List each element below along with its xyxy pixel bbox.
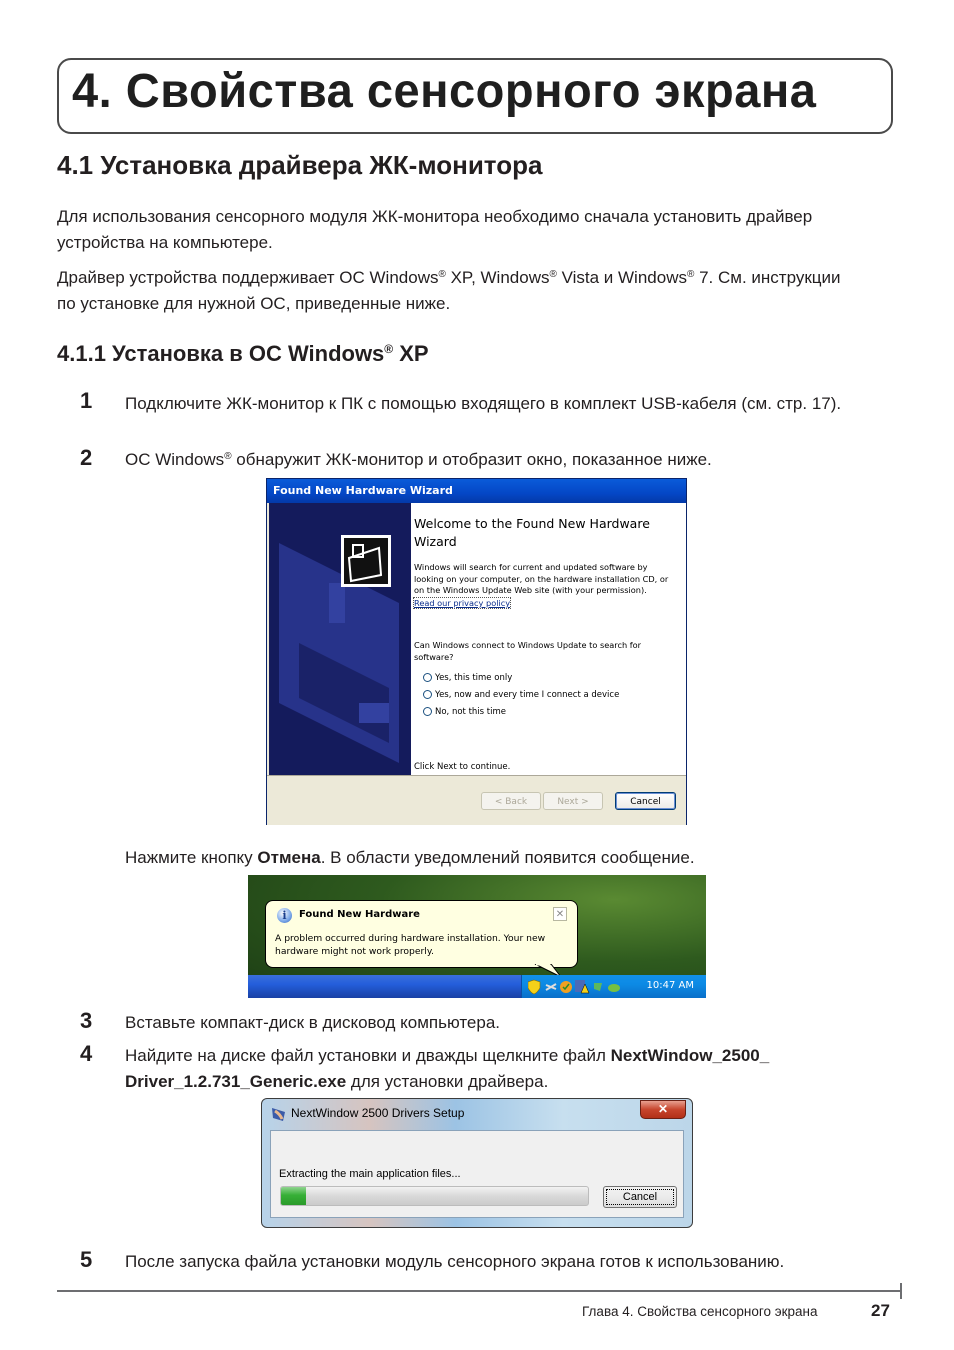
registered-mark: ®	[384, 342, 394, 356]
security-shield-icon	[528, 980, 540, 994]
extraction-progress-bar	[280, 1186, 589, 1206]
radio-label: Yes, now and every time I connect a device	[435, 690, 620, 700]
installer-filename: NextWindow_2500_ Driver_1.2.731_Generic.exe	[125, 1046, 770, 1091]
step-text: Подключите ЖК-монитор к ПК с помощью входящего в комплект USB-кабеля (см. стр. 17).	[125, 394, 842, 413]
cancel-button[interactable]: Cancel	[615, 792, 676, 810]
setup-cancel-button[interactable]: Cancel	[603, 1186, 677, 1208]
balloon-message: A problem occurred during hardware installation. Your new hardware might not work properly.	[275, 933, 546, 957]
wizard-titlebar: Found New Hardware Wizard	[267, 479, 686, 503]
step-text	[125, 1043, 865, 1095]
close-button[interactable]: ✕	[640, 1100, 686, 1119]
progress-fill	[281, 1187, 306, 1205]
step-number: 4	[80, 1041, 93, 1066]
footer-chapter-label: Глава 4. Свойства сенсорного экрана	[582, 1304, 818, 1319]
balloon-close-button[interactable]: ✕	[553, 907, 567, 921]
wizard-description: Windows will search for current and updated software by looking on your computer, on the hardware installation CD, or on the Windows Update Web site (with your permission).	[414, 562, 669, 595]
step-number: 5	[80, 1247, 93, 1272]
found-new-hardware-wizard	[266, 478, 687, 825]
footer-rule	[57, 1290, 902, 1292]
back-button[interactable]: < Back	[481, 792, 541, 810]
radio-label: Yes, this time only	[435, 673, 513, 683]
privacy-policy-link[interactable]: Read our privacy policy	[414, 598, 511, 608]
text-run: XP, Windows	[445, 268, 550, 287]
text-run: Найдите на диске файл установки и дважды щелкните файл	[125, 1046, 611, 1065]
chapter-title: 4. Свойства сенсорного экрана	[72, 65, 817, 118]
step-number: 1	[80, 388, 93, 413]
radio-option-yes-this-time[interactable]	[423, 673, 512, 683]
setup-dialog-title: NextWindow 2500 Drivers Setup	[291, 1106, 465, 1120]
radio-button[interactable]	[423, 690, 432, 699]
text-run: Драйвер устройства поддерживает ОС Windows	[57, 268, 439, 287]
wizard-button-bar	[267, 775, 686, 825]
info-icon: i	[277, 908, 292, 923]
registered-mark: ®	[549, 269, 557, 280]
step-text	[125, 447, 885, 473]
registered-mark: ®	[224, 451, 232, 462]
setup-status-text: Extracting the main application files...	[279, 1168, 461, 1180]
cancel-keyword: Отмена	[257, 848, 321, 867]
registered-mark: ®	[438, 269, 446, 280]
radio-button[interactable]	[423, 673, 432, 682]
text-run: ОС Windows	[125, 450, 225, 469]
tray-clock: 10:47 AM	[646, 980, 694, 991]
setup-app-icon	[271, 1106, 287, 1122]
taskbar	[248, 975, 706, 998]
subsection-title	[57, 341, 429, 367]
usb-plug-icon	[546, 984, 556, 990]
radio-button[interactable]	[423, 707, 432, 716]
wizard-content	[411, 503, 686, 775]
text-run: 4.1.1 Установка в ОС Windows	[57, 341, 385, 366]
wizard-side-graphic	[269, 503, 411, 775]
device-icon	[594, 983, 602, 991]
text-run: XP	[393, 341, 429, 366]
text-run: для установки драйвера.	[346, 1072, 549, 1091]
page-number: 27	[871, 1301, 890, 1320]
radio-label: No, not this time	[435, 707, 507, 717]
step-text: Вставьте компакт-диск в дисковод компьютера.	[125, 1013, 501, 1032]
drivers-setup-dialog	[261, 1098, 693, 1228]
text-run: Vista и Windows	[556, 268, 687, 287]
section-title: 4.1 Установка драйвера ЖК-монитора	[57, 150, 543, 180]
continue-hint: Click Next to continue.	[414, 762, 511, 772]
step-text: После запуска файла установки модуль сенсорного экрана готов к использованию.	[125, 1252, 785, 1271]
footer-rule-end	[900, 1283, 902, 1299]
balloon-title: Found New Hardware	[299, 909, 420, 920]
hardware-illustration	[269, 503, 411, 775]
intro-paragraph-1: Для использования сенсорного модуля ЖК-монитора необходимо сначала установить драйвер устройства на компьютере.	[57, 207, 813, 252]
wizard-heading: Welcome to the Found New Hardware Wizard	[414, 516, 650, 549]
next-button[interactable]: Next >	[543, 792, 603, 810]
step-number: 2	[80, 445, 93, 470]
registered-mark: ®	[686, 269, 695, 280]
tray-icons	[528, 975, 628, 998]
text-run: 7. См. инструкции по установке для нужной ОС, приведенные ниже.	[57, 268, 841, 313]
radio-option-yes-always[interactable]	[423, 690, 619, 700]
nvidia-icon	[608, 984, 620, 992]
text-run: обнаружит ЖК-монитор и отобразит окно, показанное ниже.	[231, 450, 712, 469]
notification-balloon	[265, 900, 578, 968]
text-run: Нажмите кнопку	[125, 848, 258, 867]
radio-option-no[interactable]	[423, 707, 506, 717]
text-run: . В области уведомлений появится сообщение.	[320, 848, 695, 867]
cancel-note	[125, 845, 885, 871]
notification-screenshot	[248, 875, 706, 998]
wizard-question: Can Windows connect to Windows Update to search for software?	[414, 640, 642, 662]
system-tray	[521, 975, 706, 998]
step-number: 3	[80, 1008, 93, 1033]
intro-paragraph-2	[57, 265, 857, 317]
